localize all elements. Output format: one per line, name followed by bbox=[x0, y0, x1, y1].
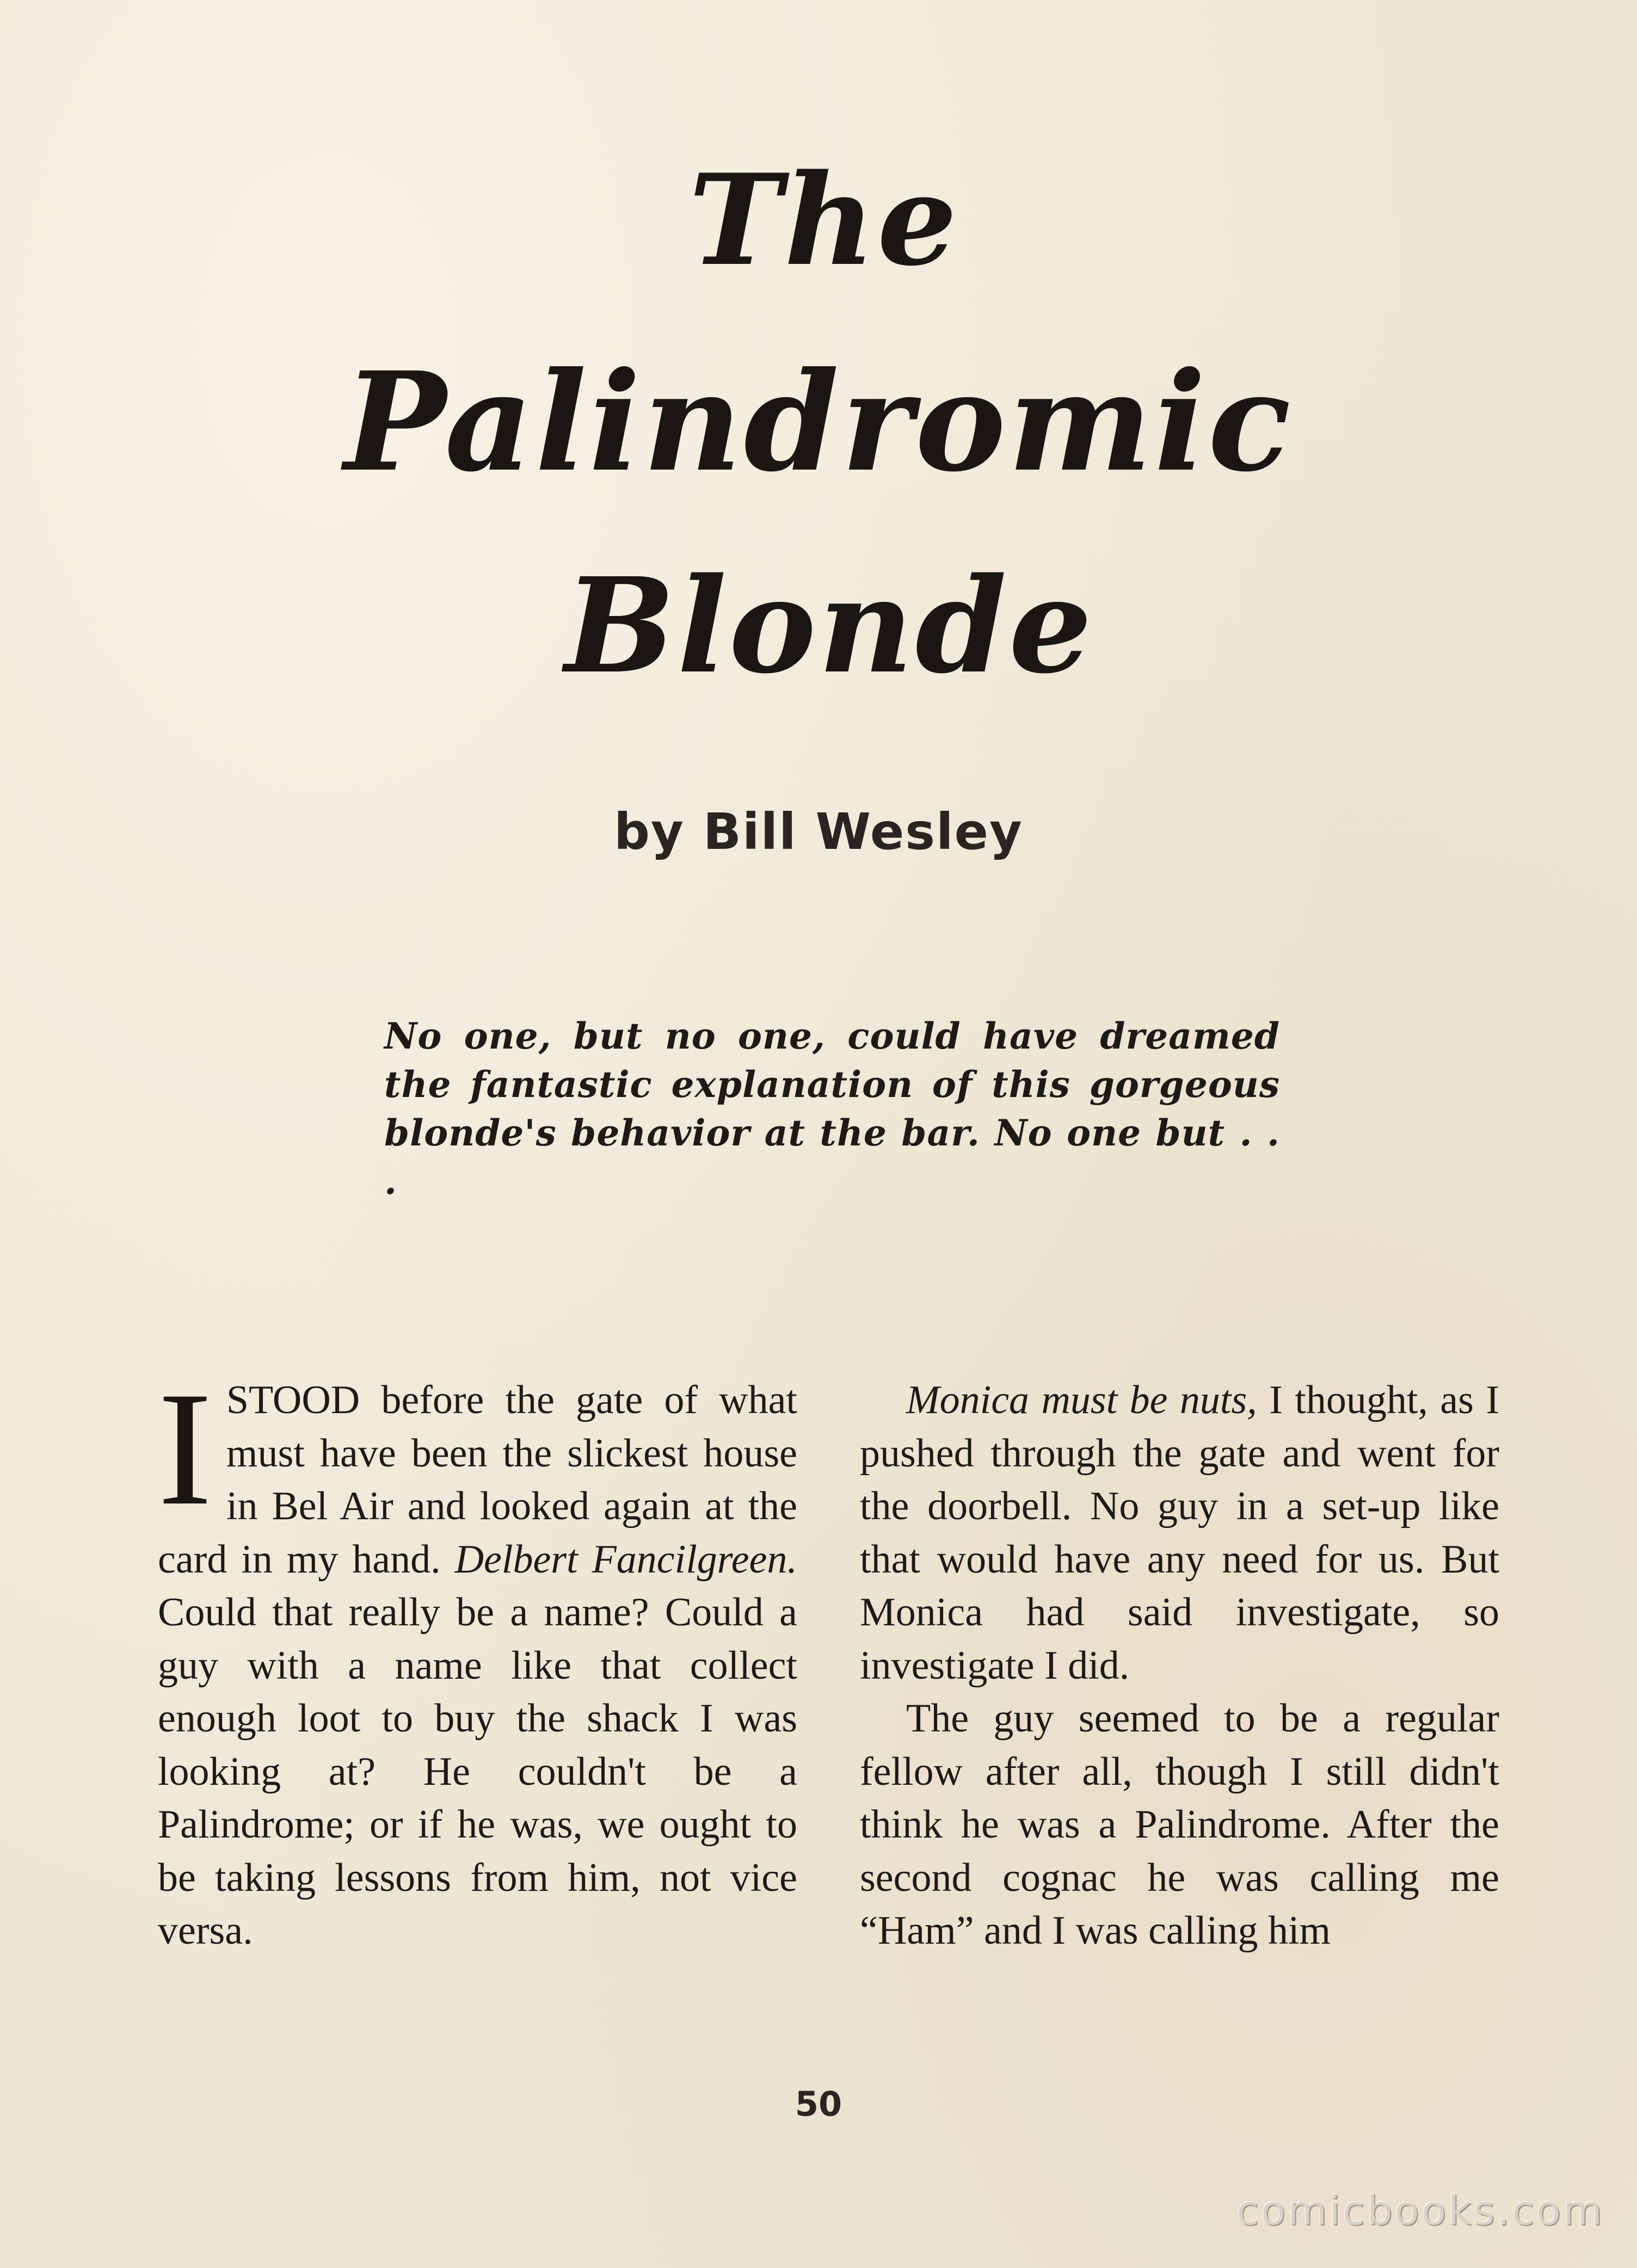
title-line-3: Blonde bbox=[564, 549, 1094, 702]
left-paragraph bbox=[158, 1358, 797, 1958]
right-text-1: I thought, as I pushed through the gate and went for the doorbell. No guy in a set-up like that would have any need for us. But Monica had said investigate, so investigate I did. bbox=[860, 1378, 1500, 1688]
italic-thought: Monica must be nuts, bbox=[906, 1378, 1257, 1422]
body-columns bbox=[158, 1358, 1500, 2070]
teaser-blurb: No one, but no one, could have dreamed the fantastic explanation of this gorgeous blonde's behavior at the bar. No one but . . . bbox=[384, 1015, 1280, 1203]
italic-name: Delbert Fancilgreen. bbox=[454, 1537, 797, 1582]
title-line-1: The bbox=[688, 147, 959, 294]
right-column bbox=[860, 1374, 1499, 1958]
left-text-start: STOOD before the gate of what must have been the slickest house in Bel Air and looked again at the card in my hand. bbox=[158, 1378, 797, 1582]
right-paragraph-2: The guy seemed to be a regular fellow after all, though I still didn't think he was a Palindrome. After the second cognac he was calling me “Ham” and I was calling him bbox=[860, 1696, 1499, 1953]
drop-cap: I bbox=[158, 1358, 212, 1539]
watermark: comicbooks.com bbox=[1236, 2187, 1604, 2234]
title-line-2: Palindromic bbox=[344, 342, 1293, 502]
story-title bbox=[0, 147, 1637, 702]
byline: by Bill Wesley bbox=[614, 803, 1023, 861]
left-text-rest: Could that really be a name? Could a guy with a name like that collect enough loot to buy the shack I was looking at? He couldn't be a Palindrome; or if he was, we ought to be taking lessons from him, not vice versa. bbox=[158, 1590, 797, 1953]
left-column bbox=[158, 1358, 797, 1958]
page-number: 50 bbox=[795, 2084, 842, 2124]
right-paragraph-1 bbox=[860, 1374, 1499, 1692]
